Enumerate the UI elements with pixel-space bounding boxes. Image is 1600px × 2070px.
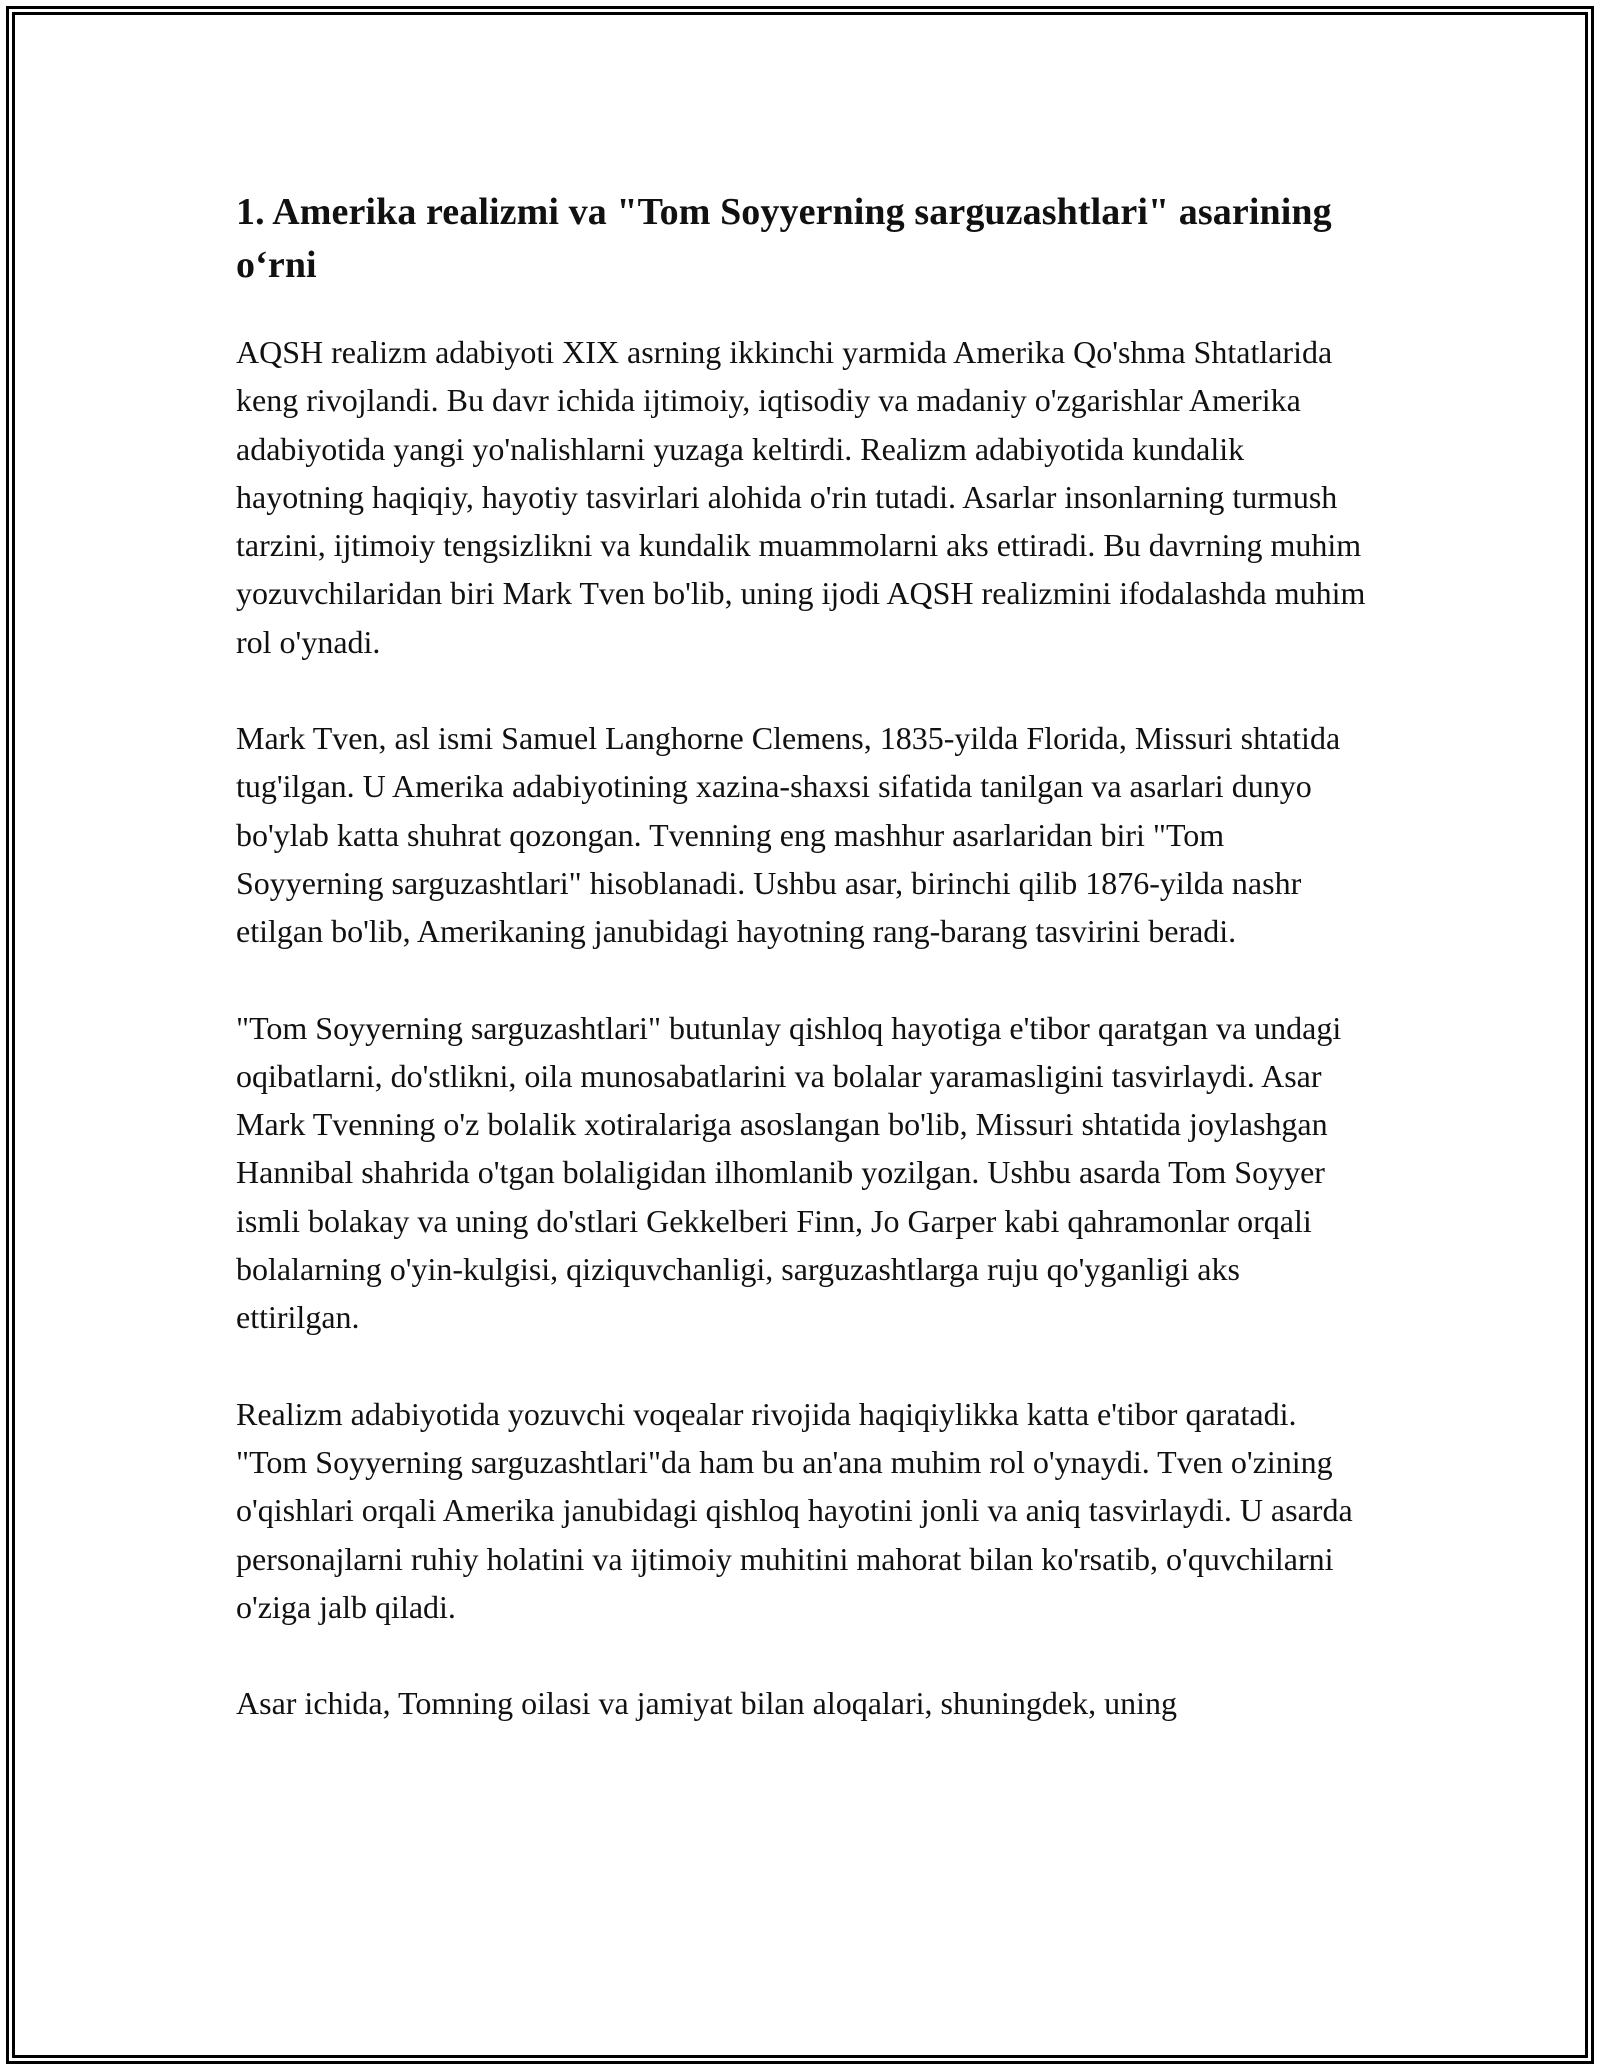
document-body (236, 186, 1366, 1775)
paragraph-5: Asar ichida, Tomning oilasi va jamiyat bilan aloqalari, shuningdek, uning (236, 1685, 1177, 1722)
paragraph-1: AQSH realizm adabiyoti XIX asrning ikkinchi yarmida Amerika Qo'shma Shtatlarida keng rivojlandi. Bu davr ichida ijtimoiy, iqtisodiy va madaniy o'zgarishlar Amerika adabiyotida yangi yo'nalishlarni yuzaga keltirdi. Realizm adabiyotida kundalik hayotning haqiqiy, hayotiy tasvirlari alohida o'rin tutadi. Asarlar insonlarning turmush tarzini, ijtimoiy tengsizlikni va kundalik muammolarni aks ettiradi. Bu davrning muhim yozuvchilaridan biri Mark Tven bo'lib, uning ijodi AQSH realizmini ifodalashda muhim rol o'ynadi. (236, 334, 1366, 660)
paragraph-3: "Tom Soyyerning sarguzashtlari" butunlay qishloq hayotiga e'tibor qaratgan va undagi oqibatlarni, do'stlikni, oila munosabatlarini va bolalar yaramasligini tasvirlaydi. Asar Mark Tvenning o'z bolalik xotiralariga asoslangan bo'lib, Missuri shtatida joylashgan Hannibal shahrida o'tgan bolaligidan ilhomlanib yozilgan. Ushbu asarda Tom Soyyer ismli bolakay va uning do'stlari Gekkelberi Finn, Jo Garper kabi qahramonlar orqali bolalarning o'yin-kulgisi, qiziquvchanligi, sarguzashtlarga ruju qo'yganligi aks ettirilgan. (236, 1009, 1342, 1336)
section-heading: 1. Amerika realizmi va "Tom Soyyerning sarguzashtlari" asarining o‘rni (236, 191, 1332, 286)
paragraph-2: Mark Tven, asl ismi Samuel Langhorne Clemens, 1835-yilda Florida, Missuri shtatida tug'ilgan. U Amerika adabiyotining xazina-shaxsi sifatida tanilgan va asarlari dunyo bo'ylab katta shuhrat qozongan. Tvenning eng mashhur asarlaridan biri "Tom Soyyerning sarguzashtlari" hisoblanadi. Ushbu asar, birinchi qilib 1876-yilda nashr etilgan bo'lib, Amerikaning janubidagi hayotning rang-barang tasvirini beradi. (236, 720, 1341, 950)
paragraph-4: Realizm adabiyotida yozuvchi voqealar rivojida haqiqiylikka katta e'tibor qaratadi. "Tom Soyyerning sarguzashtlari"da ham bu an'ana muhim rol o'ynaydi. Tven o'zining o'qishlari orqali Amerika janubidagi qishloq hayotini jonli va aniq tasvirlaydi. U asarda personajlarni ruhiy holatini va ijtimoiy muhitini mahorat bilan ko'rsatib, o'quvchilarni o'ziga jalb qiladi. (236, 1395, 1353, 1625)
